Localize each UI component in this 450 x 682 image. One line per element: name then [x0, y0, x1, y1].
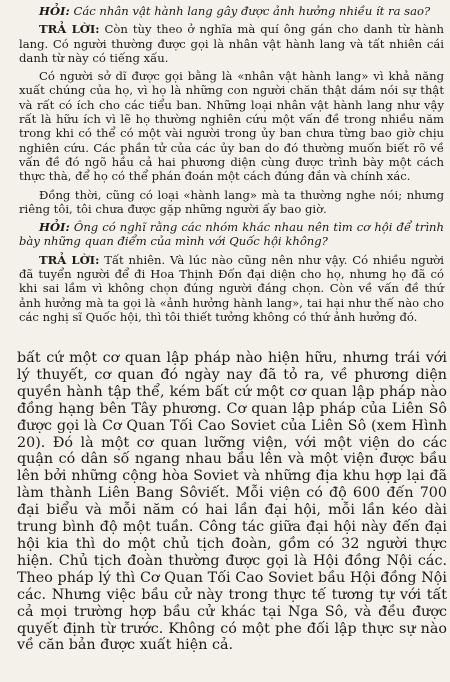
question-text: Các nhân vật hành lang gây được ảnh hưởng nhiều ít ra sao? [73, 4, 431, 18]
answer-label: TRẢ LỜI: [39, 22, 100, 37]
question-label: HỎI: [39, 4, 70, 18]
answer-1 [19, 22, 444, 65]
question-text: Ông có nghĩ rằng các nhóm khác nhau nên tìm cơ hội để trình bày những quan điểm của mình với Quốc hội không? [19, 220, 444, 249]
question-1 [19, 4, 444, 18]
question-2 [19, 220, 444, 249]
answer-1-paragraph-2: Có người sở dĩ được gọi bằng là «nhân vật hành lang» vì khả năng xuất chúng của họ, vì họ là những con người chăn thật dám nói sự thật và rất có ích cho các tiểu ban. Những loại nhân vật hành lang như vậy rất là hữu ích vì lẽ họ thường nghiên cứu một vấn đề trong nhiều năm trong khi có thể có một vài người trong ủy ban chưa từng bao giờ chịu nghiên cứu. Các phần tử của các ủy ban do đó thường muốn biết rõ về vấn đề đó ngõ hầu cả hai phương diện cùng được trình bày một cách thực thà, để họ có thể phán đoán một cách đúng đắn và chính xác. [19, 69, 444, 184]
answer-2 [19, 253, 444, 324]
main-text-section [17, 350, 447, 654]
answer-label: TRẢ LỜI: [39, 252, 100, 267]
interview-section [19, 4, 444, 324]
answer-text: Tất nhiên. Và lúc nào cũng nên như vậy. Có nhiều người đã tuyển người để đi Hoa Thịnh Đốn đại diện cho họ, nhưng họ đã có khi sai lầm vì không chọn đúng người đáng chọn. Còn về vấn đề thứ ảnh hưởng mà ta gọi là «ảnh hưởng hành lang», tai hại như thế nào cho các nghị sĩ Quốc hội, thì tôi thiết tưởng không có thứ ảnh hưởng đó. [19, 252, 444, 324]
question-label: HỎI: [39, 220, 70, 235]
answer-1-paragraph-3: Đồng thời, cũng có loại «hành lang» mà ta thường nghe nói; nhưng riêng tôi, tôi chưa được gặp những người ấy bao giờ. [19, 187, 444, 216]
body-paragraph: bất cứ một cơ quan lập pháp nào hiện hữu, nhưng trái với lý thuyết, cơ quan đó ngày nay đã tỏ ra, về phương diện quyền hành tập thể, kém bất cứ một cơ quan lập pháp nào đồng hạng bên Tây phương. Cơ quan lập pháp của Liên Sô được gọi là Cơ Quan Tối Cao Soviet của Liên Sô (xem Hình 20). Đó là một cơ quan lưỡng viện, với một viện do các quận có dân số ngang nhau bầu lên và một viện được bầu lên bởi những cộng hòa Soviet và những địa khu hợp lại đã làm thành Liên Bang Sôviết. Mỗi viện có độ 600 đến 700 đại biểu và mỗi năm có hai lần đại hội, mỗi lần kéo dài trung bình độ một tuần. Công tác giữa đại hội này đến đại hội kia thì do một chủ tịch đoàn, gồm có 32 người thực hiện. Chủ tịch đoàn thường được gọi là Hội đồng Nội các. Theo pháp lý thì Cơ Quan Tối Cao Soviet bầu Hội đồng Nội các. Nhưng việc bầu cử này trong thực tế tương tự với tất cả mọi trường hợp bầu cử khác tại Nga Sô, và đều được quyết định từ trước. Không có một phe đối lập thực sự nào về căn bản được xuất hiện cả. [17, 350, 447, 654]
answer-text: Còn tùy theo ở nghĩa mà quí ông gán cho danh từ hành lang. Có người thường được gọi là nhân vật hành lang và tất nhiên cái danh từ này có tiếng xấu. [19, 22, 444, 65]
